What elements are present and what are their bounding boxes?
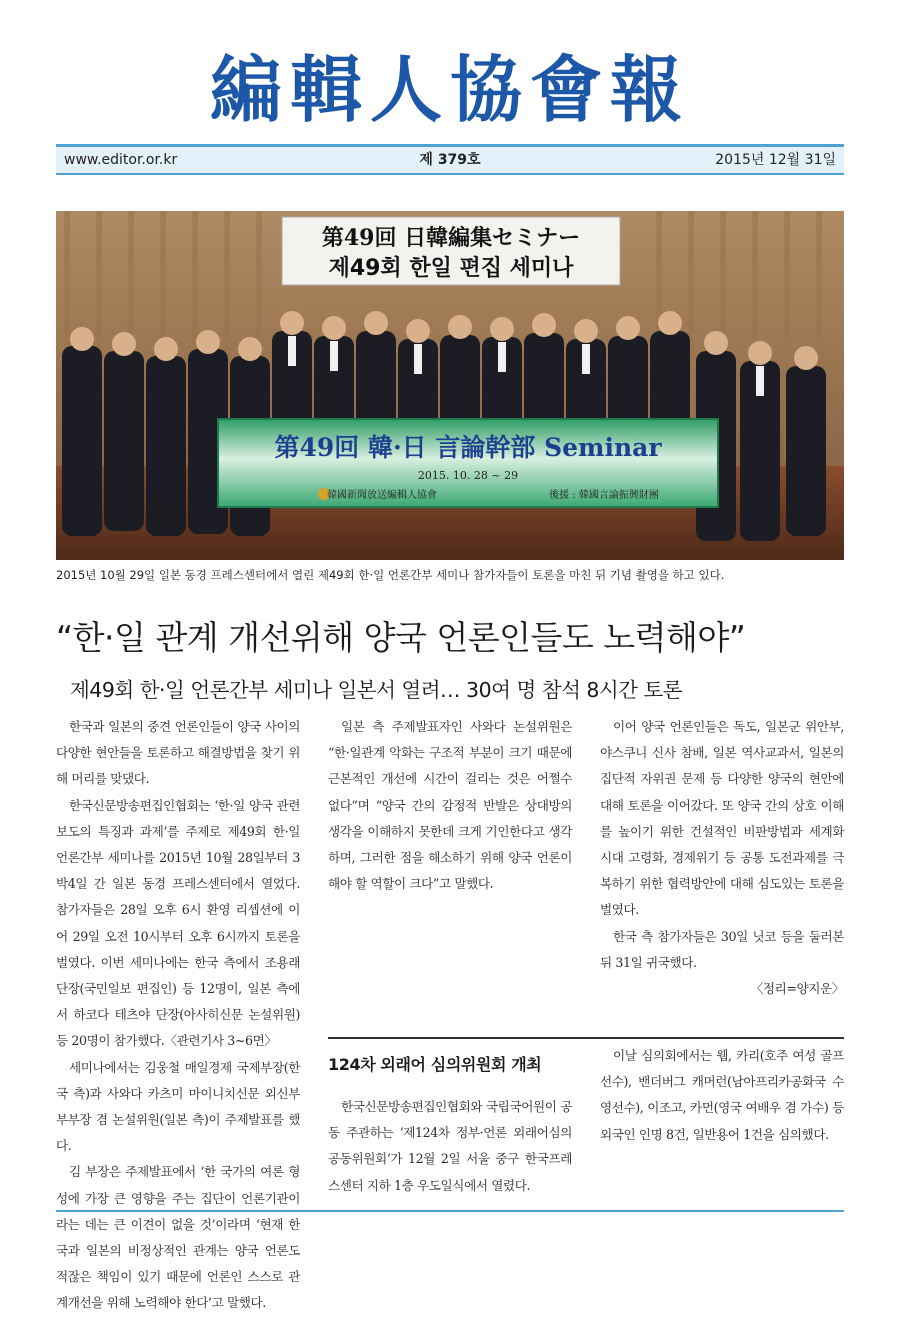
article-paragraph: 한국 측 참가자들은 30일 닛코 등을 둘러본 뒤 31일 귀국했다. (600, 928, 844, 970)
article-column-3 (600, 714, 844, 1002)
box-article-paragraph: 한국신문방송편집인협회와 국립국어원이 공동 주관하는 ‘제124차 정부·언론 외래어심의 공동위원회’가 12월 2일 서울 중구 한국프레스센터 지하 1층 우도일식에서 열렸다. (328, 1099, 572, 1193)
photo-banner-line1: 第49回 日韓編集セミナー (321, 225, 581, 251)
article-paragraph: 한국신문방송편집인협회는 ‘한·일 양국 관련 보도의 특징과 과제’를 주제로 제49회 한·일 언론간부 세미나를 2015년 10월 28일부터 3박4일 간 일본 동경 프레스센터에서 열었다. 참가자들은 28일 오후 6시 환영 리셉션에 이어 29일 오전 10시부터 오후 6시까지 토론을 벌였다. 이번 세미나에는 한국 측에서 조용래 단장(국민일보 편집인) 등 12명이, 일본 측에서 하코다 테츠야 단장(아사히신문 논설위원) 등 20명이 참가했다.〈관련기사 3~6면〉 (56, 797, 300, 1049)
article-paragraph: 세미나에서는 김웅철 매일경제 국제부장(한국 측)과 사와다 카츠미 마이니치신문 외신부 부부장 겸 논설위원(일본 측)이 주제발표를 했다. (56, 1059, 300, 1154)
article-subhead: 제49회 한·일 언론간부 세미나 일본서 열려… 30여 명 참석 8시간 토론 (70, 678, 683, 702)
article-column-1 (56, 714, 300, 1311)
box-article-title: 124차 외래어 심의위원회 개최 (328, 1055, 542, 1074)
article-signature: 〈정리=양지운〉 (750, 981, 844, 997)
box-article-column-1 (328, 1094, 572, 1199)
issue-date: 2015년 12월 31일 (715, 152, 836, 168)
box-article-column-2 (600, 1043, 844, 1148)
sign-date: 2015. 10. 28 ~ 29 (417, 469, 519, 482)
photo-caption: 2015년 10월 29일 일본 동경 프레스센터에서 열린 제49회 한·일 언론간부 세미나 참가자들이 토론을 마친 뒤 기념 촬영을 하고 있다. (56, 568, 725, 582)
sign-title: 第49回 韓·日 言論幹部 Seminar (274, 433, 662, 462)
box-article-paragraph: 이날 심의회에서는 웹, 카리(호주 여성 골프선수), 밴더버그 캐머런(남아프리카공화국 수영선수), 이조고, 카먼(영국 여배우 겸 가수) 등 외국인 인명 8건, 일반용어 1건을 심의했다. (600, 1048, 844, 1142)
article-paragraph: 김 부장은 주제발표에서 ‘한 국가의 여론 형성에 가장 큰 영향을 주는 집단이 언론기관이라는 데는 큰 이견이 없을 것’이라며 ‘현재 한국과 일본의 비정상적인 관계는 양국 언론도 적잖은 책임이 있기 때문에 언론인 스스로 관계개선을 위해 노력해야 한다’고 말했다. (56, 1164, 300, 1311)
photo-banner-line2: 제49회 한일 편집 세미나 (328, 256, 574, 281)
article-headline: “한·일 관계 개선위해 양국 언론인들도 노력해야” (56, 618, 746, 657)
group-photo (56, 211, 844, 560)
box-article-rule (328, 1037, 844, 1039)
newspaper-masthead: 編輯人協會報 (209, 47, 690, 132)
website-url[interactable]: www.editor.or.kr (64, 152, 178, 168)
issue-number: 제 379호 (419, 152, 481, 168)
info-bar-rule (56, 173, 844, 175)
article-paragraph: 일본 측 주제발표자인 사와다 논설위원은 “한·일관계 악화는 구조적 부분이 크기 때문에 근본적인 개선에 시간이 걸리는 것은 어쩔수 없다”며 “양국 간의 감정적 반발은 상대방의 생각을 이해하지 못한데 크게 기인한다고 생각하며, 그러한 점을 해소하기 위해 양국 언론이 해야 할 역할이 크다”고 말했다. (328, 719, 572, 892)
article-column-2 (328, 714, 572, 897)
article-paragraph: 한국과 일본의 중견 언론인들이 양국 사이의 다양한 현안들을 토론하고 해결방법을 찾기 위해 머리를 맞댔다. (56, 719, 300, 787)
footer-rule (56, 1210, 844, 1212)
article-paragraph: 이어 양국 언론인들은 독도, 일본군 위안부, 야스쿠니 신사 참배, 일본 역사교과서, 일본의 집단적 자위권 문제 등 다양한 양국의 현안에 대해 토론을 이어갔다. 또 양국 간의 상호 이해를 높이기 위한 건설적인 비판방법과 세계화 시대 고령화, 경제위기 등 공통 도전과제를 극복하기 위한 협력방안에 대해 심도있는 토론을 벌였다. (600, 719, 844, 918)
sign-sponsor: 後援 : 韓國言論振興財團 (549, 490, 659, 501)
group-photo-illustration (56, 211, 844, 560)
info-bar (56, 147, 844, 173)
sign-host: 韓國新聞放送編輯人協會 (327, 490, 437, 501)
